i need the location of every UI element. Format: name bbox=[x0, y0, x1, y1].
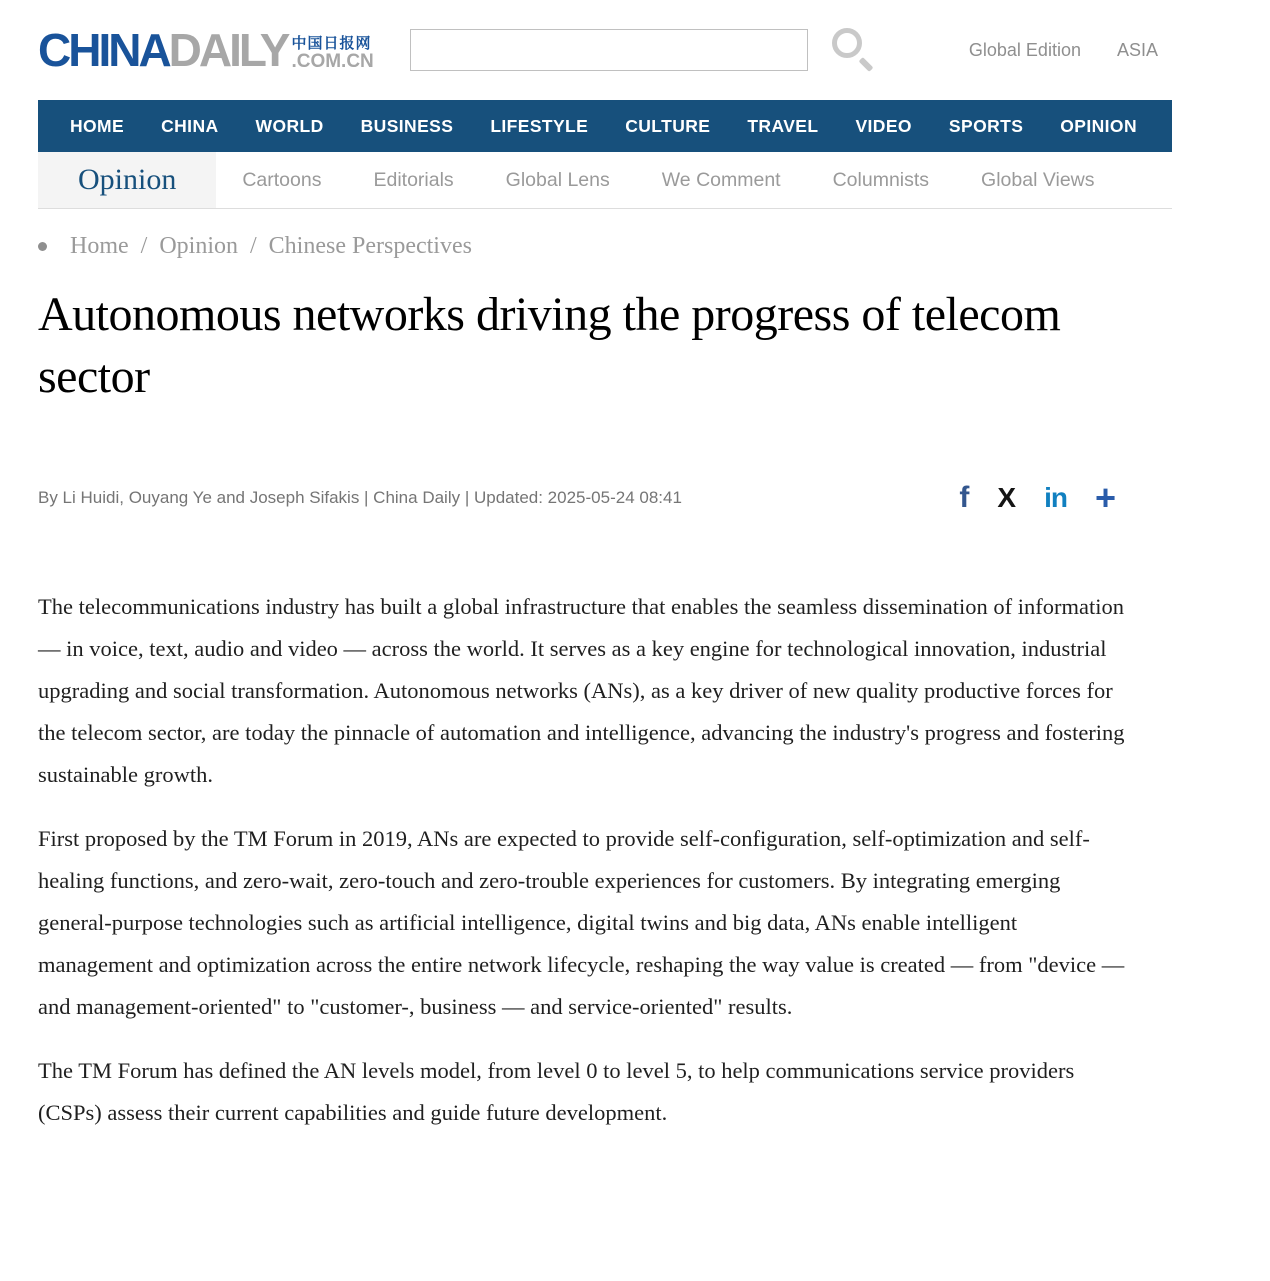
subnav-item-editorials[interactable]: Editorials bbox=[373, 168, 454, 191]
top-header bbox=[0, 0, 1172, 100]
subnav-item-global-views[interactable]: Global Views bbox=[981, 168, 1095, 191]
nav-item-travel[interactable]: TRAVEL bbox=[747, 115, 819, 136]
chinadaily-logo[interactable] bbox=[38, 23, 374, 76]
nav-item-sports[interactable]: SPORTS bbox=[948, 115, 1024, 136]
facebook-share-icon[interactable]: f bbox=[959, 481, 970, 514]
breadcrumb-bullet-icon bbox=[38, 242, 47, 251]
article-paragraph: First proposed by the TM Forum in 2019, ANs are expected to provide self-configuration, self-optimization and self-healing functions, and zero-wait, zero-touch and zero-trouble experiences for customers. By integrating emerging general-purpose technologies such as artificial intelligence, digital twins and big data, ANs enable intelligent management and optimization across the entire network lifecycle, reshaping the way value is created — from "device — and management-oriented" to "customer-, business — and service-oriented" results. bbox=[38, 826, 1125, 1019]
nav-item-china[interactable]: CHINA bbox=[161, 115, 219, 136]
nav-item-business[interactable]: BUSINESS bbox=[360, 115, 454, 136]
main-navigation bbox=[38, 100, 1270, 152]
article-paragraph: The telecommunications industry has built a global infrastructure that enables the seamless dissemination of information — in voice, text, audio and video — across the world. It serves as a key engine for technological innovation, industrial upgrading and social transformation. Autonomous networks (ANs), as a key driver of new quality productive forces for the telecom sector, are today the pinnacle of automation and intelligence, advancing the industry's progress and fostering sustainable growth. bbox=[38, 594, 1125, 787]
logo-domain-text: .COM.CN bbox=[291, 51, 374, 73]
search-button[interactable] bbox=[830, 26, 878, 74]
linkedin-share-icon[interactable]: in bbox=[1044, 482, 1067, 513]
nav-item-lifestyle[interactable]: LIFESTYLE bbox=[490, 115, 589, 136]
subnav-item-columnists[interactable]: Columnists bbox=[832, 168, 930, 191]
edition-switcher bbox=[969, 40, 1172, 61]
search-input[interactable] bbox=[410, 29, 808, 71]
social-share-bar bbox=[959, 477, 1134, 518]
nav-item-world[interactable]: WORLD bbox=[255, 115, 324, 136]
search-icon-handle bbox=[858, 57, 873, 72]
breadcrumb-separator: / bbox=[140, 233, 148, 259]
subnav-tab-opinion[interactable]: Opinion bbox=[38, 152, 216, 208]
subnav-item-we-comment[interactable]: We Comment bbox=[661, 168, 781, 191]
subnav-item-global-lens[interactable]: Global Lens bbox=[505, 168, 610, 191]
logo-daily-text: DAILY bbox=[168, 23, 288, 76]
article-title: Autonomous networks driving the progress of telecom sector bbox=[38, 288, 1061, 403]
article-paragraph: The TM Forum has defined the AN levels model, from level 0 to level 5, to help communications service providers (CSPs) assess their current capabilities and guide future development. bbox=[38, 1058, 1075, 1125]
nav-item-home[interactable]: HOME bbox=[70, 115, 125, 136]
breadcrumb-home[interactable]: Home bbox=[70, 233, 129, 259]
more-share-icon[interactable]: + bbox=[1094, 477, 1116, 518]
search-icon bbox=[832, 28, 862, 58]
nav-item-culture[interactable]: CULTURE bbox=[625, 115, 711, 136]
article-byline: By Li Huidi, Ouyang Ye and Joseph Sifakis | China Daily | Updated: 2025-05-24 08:41 bbox=[38, 488, 682, 507]
logo-chinese-text: 中国日报网 bbox=[291, 35, 372, 53]
logo-suffix bbox=[291, 36, 373, 71]
global-edition-link[interactable]: Global Edition bbox=[968, 39, 1081, 60]
breadcrumb-opinion[interactable]: Opinion bbox=[159, 233, 238, 259]
logo-china-text: CHINA bbox=[38, 23, 169, 76]
x-twitter-share-icon[interactable]: X bbox=[997, 482, 1017, 513]
region-asia-link[interactable]: ASIA bbox=[1116, 39, 1158, 60]
nav-item-regional[interactable]: REGIONAL bbox=[1173, 115, 1270, 136]
opinion-subnav bbox=[38, 152, 1172, 209]
subnav-item-cartoons[interactable]: Cartoons bbox=[242, 168, 322, 191]
nav-item-video[interactable]: VIDEO bbox=[855, 115, 912, 136]
breadcrumb-separator: / bbox=[250, 233, 257, 259]
breadcrumb bbox=[38, 233, 1134, 260]
article-body bbox=[38, 586, 1134, 1134]
nav-item-opinion[interactable]: OPINION bbox=[1060, 115, 1137, 136]
article bbox=[38, 284, 1134, 1134]
breadcrumb-chinese-perspectives[interactable]: Chinese Perspectives bbox=[268, 233, 472, 259]
byline-row bbox=[38, 477, 1134, 518]
logo-wordmark bbox=[38, 23, 288, 76]
